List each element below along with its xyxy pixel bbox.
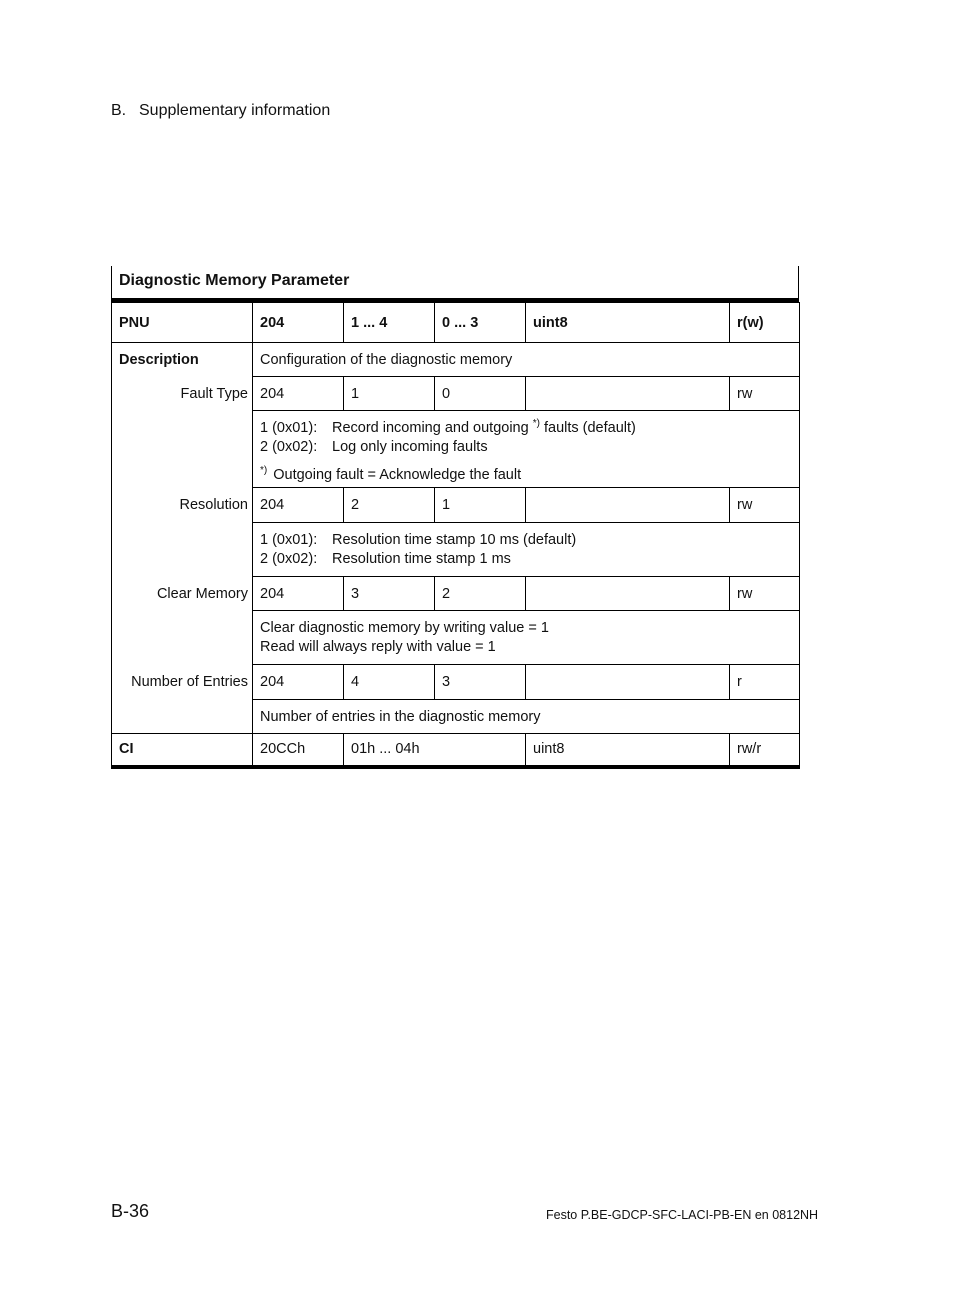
fault-type-pnu: 204 — [253, 377, 344, 411]
description-row — [112, 343, 800, 377]
resolution-label: Resolution — [112, 488, 253, 523]
num-entries-note: Number of entries in the diagnostic memory — [253, 700, 800, 734]
resolution-note: 1 (0x01): Resolution time stamp 10 ms (default) 2 (0x02): Resolution time stamp 1 ms — [253, 523, 800, 577]
pnu-label: PNU — [112, 303, 253, 343]
fault-type-subindex: 1 — [344, 377, 435, 411]
box-title: Diagnostic Memory Parameter — [111, 266, 799, 302]
ci-access: rw/r — [730, 734, 800, 767]
resolution-access: rw — [730, 488, 800, 523]
fault-type-note: 1 (0x01): Record incoming and outgoing *) faults (default) 2 (0x02): Log only incoming faults *) Outgoing fault = Acknowledge the fault — [253, 411, 800, 488]
clear-memory-value: 2 — [435, 577, 526, 611]
num-entries-value: 3 — [435, 665, 526, 700]
fault-type-type — [526, 377, 730, 411]
resolution-note-row — [112, 523, 800, 577]
clear-memory-pnu: 204 — [253, 577, 344, 611]
clear-memory-note-row — [112, 611, 800, 665]
resolution-value: 1 — [435, 488, 526, 523]
resolution-row — [112, 488, 800, 523]
num-entries-access: r — [730, 665, 800, 700]
ci-subindex: 01h ... 04h — [344, 734, 526, 767]
clear-memory-note: Clear diagnostic memory by writing value = 1 Read will always reply with value = 1 — [253, 611, 800, 665]
page-number: B-36 — [111, 1201, 150, 1221]
fault-type-label: Fault Type — [112, 377, 253, 411]
fault-type-row — [112, 377, 800, 411]
resolution-subindex: 2 — [344, 488, 435, 523]
ci-row — [112, 734, 800, 767]
description-text: Configuration of the diagnostic memory — [253, 343, 800, 377]
document-id: Festo P.BE-GDCP-SFC-LACI-PB-EN en 0812NH — [546, 1208, 819, 1222]
clear-memory-subindex: 3 — [344, 577, 435, 611]
num-entries-row — [112, 665, 800, 700]
clear-memory-label: Clear Memory — [112, 577, 253, 611]
ci-type: uint8 — [526, 734, 730, 767]
parameter-box — [111, 266, 799, 769]
fault-type-note-row — [112, 411, 800, 488]
clear-memory-type — [526, 577, 730, 611]
parameter-table — [111, 302, 800, 769]
pnu-range: 0 ... 3 — [435, 303, 526, 343]
clear-memory-row — [112, 577, 800, 611]
ci-index: 20CCh — [253, 734, 344, 767]
fault-type-access: rw — [730, 377, 800, 411]
resolution-type — [526, 488, 730, 523]
num-entries-type — [526, 665, 730, 700]
clear-memory-access: rw — [730, 577, 800, 611]
pnu-access: r(w) — [730, 303, 800, 343]
num-entries-pnu: 204 — [253, 665, 344, 700]
fault-type-value: 0 — [435, 377, 526, 411]
section-title: Supplementary information — [139, 102, 331, 119]
description-label: Description — [112, 343, 253, 377]
pnu-subindex: 1 ... 4 — [344, 303, 435, 343]
num-entries-label: Number of Entries — [112, 665, 253, 700]
resolution-pnu: 204 — [253, 488, 344, 523]
num-entries-subindex: 4 — [344, 665, 435, 700]
pnu-type: uint8 — [526, 303, 730, 343]
pnu-value: 204 — [253, 303, 344, 343]
section-number: B. — [111, 102, 127, 119]
section-header — [111, 102, 330, 120]
num-entries-note-row — [112, 700, 800, 734]
pnu-row — [112, 303, 800, 343]
ci-label: CI — [112, 734, 253, 767]
